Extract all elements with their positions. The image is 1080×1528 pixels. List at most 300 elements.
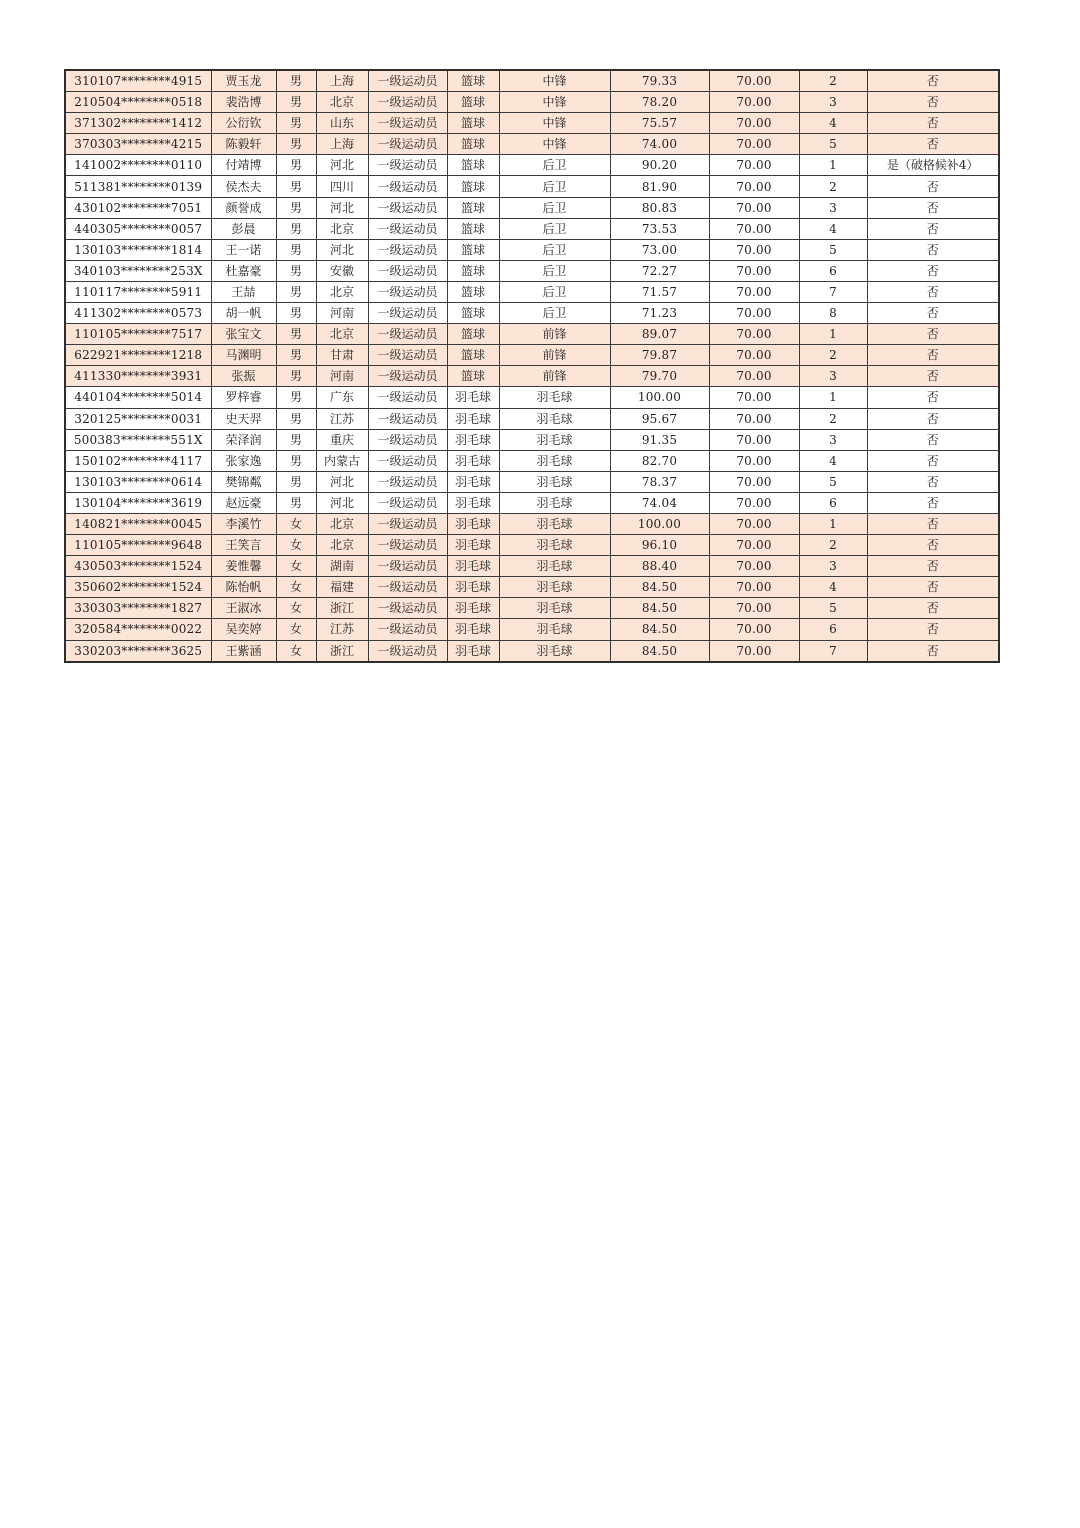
athlete-level-cell: 一级运动员 bbox=[368, 598, 447, 619]
athlete-level-cell: 一级运动员 bbox=[368, 640, 447, 662]
table-row bbox=[65, 324, 999, 345]
gender-cell: 男 bbox=[276, 387, 316, 408]
name-cell: 王喆 bbox=[211, 281, 276, 302]
athlete-level-cell: 一级运动员 bbox=[368, 577, 447, 598]
gender-cell: 男 bbox=[276, 303, 316, 324]
cutoff-score-cell: 70.00 bbox=[709, 619, 799, 640]
name-cell: 张振 bbox=[211, 366, 276, 387]
score-cell: 71.23 bbox=[610, 303, 709, 324]
athlete-level-cell: 一级运动员 bbox=[368, 535, 447, 556]
position-cell: 前锋 bbox=[499, 345, 610, 366]
name-cell: 樊锦粼 bbox=[211, 471, 276, 492]
gender-cell: 男 bbox=[276, 70, 316, 92]
sport-cell: 羽毛球 bbox=[447, 513, 499, 534]
table-row bbox=[65, 303, 999, 324]
cutoff-score-cell: 70.00 bbox=[709, 134, 799, 155]
sport-cell: 篮球 bbox=[447, 92, 499, 113]
sport-cell: 篮球 bbox=[447, 155, 499, 176]
name-cell: 彭晨 bbox=[211, 218, 276, 239]
athlete-level-cell: 一级运动员 bbox=[368, 408, 447, 429]
gender-cell: 男 bbox=[276, 408, 316, 429]
position-cell: 中锋 bbox=[499, 113, 610, 134]
rank-cell: 5 bbox=[799, 471, 867, 492]
position-cell: 羽毛球 bbox=[499, 387, 610, 408]
cutoff-score-cell: 70.00 bbox=[709, 113, 799, 134]
score-cell: 84.50 bbox=[610, 640, 709, 662]
rank-cell: 3 bbox=[799, 366, 867, 387]
id-number-cell: 350602********1524 bbox=[65, 577, 211, 598]
score-cell: 74.00 bbox=[610, 134, 709, 155]
name-cell: 张宝文 bbox=[211, 324, 276, 345]
province-cell: 甘肃 bbox=[316, 345, 368, 366]
province-cell: 四川 bbox=[316, 176, 368, 197]
name-cell: 王一诺 bbox=[211, 239, 276, 260]
table-row bbox=[65, 92, 999, 113]
score-cell: 80.83 bbox=[610, 197, 709, 218]
admitted-cell: 否 bbox=[867, 450, 999, 471]
sport-cell: 篮球 bbox=[447, 260, 499, 281]
id-number-cell: 330203********3625 bbox=[65, 640, 211, 662]
gender-cell: 男 bbox=[276, 92, 316, 113]
cutoff-score-cell: 70.00 bbox=[709, 345, 799, 366]
admitted-cell: 否 bbox=[867, 640, 999, 662]
gender-cell: 男 bbox=[276, 366, 316, 387]
sport-cell: 篮球 bbox=[447, 303, 499, 324]
name-cell: 马渊明 bbox=[211, 345, 276, 366]
province-cell: 福建 bbox=[316, 577, 368, 598]
cutoff-score-cell: 70.00 bbox=[709, 471, 799, 492]
athlete-level-cell: 一级运动员 bbox=[368, 218, 447, 239]
id-number-cell: 500383********551X bbox=[65, 429, 211, 450]
gender-cell: 男 bbox=[276, 429, 316, 450]
athlete-level-cell: 一级运动员 bbox=[368, 513, 447, 534]
rank-cell: 5 bbox=[799, 239, 867, 260]
id-number-cell: 370303********4215 bbox=[65, 134, 211, 155]
cutoff-score-cell: 70.00 bbox=[709, 239, 799, 260]
province-cell: 河北 bbox=[316, 471, 368, 492]
province-cell: 山东 bbox=[316, 113, 368, 134]
sport-cell: 羽毛球 bbox=[447, 640, 499, 662]
id-number-cell: 440305********0057 bbox=[65, 218, 211, 239]
admitted-cell: 是（破格候补4） bbox=[867, 155, 999, 176]
province-cell: 江苏 bbox=[316, 619, 368, 640]
province-cell: 北京 bbox=[316, 324, 368, 345]
admitted-cell: 否 bbox=[867, 239, 999, 260]
sport-cell: 篮球 bbox=[447, 197, 499, 218]
id-number-cell: 110105********7517 bbox=[65, 324, 211, 345]
province-cell: 内蒙古 bbox=[316, 450, 368, 471]
rank-cell: 2 bbox=[799, 176, 867, 197]
gender-cell: 男 bbox=[276, 324, 316, 345]
results-table bbox=[64, 69, 1000, 663]
sport-cell: 羽毛球 bbox=[447, 556, 499, 577]
cutoff-score-cell: 70.00 bbox=[709, 218, 799, 239]
table-body bbox=[65, 70, 999, 662]
admitted-cell: 否 bbox=[867, 598, 999, 619]
admitted-cell: 否 bbox=[867, 134, 999, 155]
admitted-cell: 否 bbox=[867, 366, 999, 387]
table-row bbox=[65, 535, 999, 556]
position-cell: 后卫 bbox=[499, 176, 610, 197]
name-cell: 颜誉成 bbox=[211, 197, 276, 218]
position-cell: 羽毛球 bbox=[499, 556, 610, 577]
name-cell: 张家逸 bbox=[211, 450, 276, 471]
admitted-cell: 否 bbox=[867, 619, 999, 640]
table-row bbox=[65, 218, 999, 239]
name-cell: 史天羿 bbox=[211, 408, 276, 429]
rank-cell: 3 bbox=[799, 429, 867, 450]
id-number-cell: 440104********5014 bbox=[65, 387, 211, 408]
table-row bbox=[65, 471, 999, 492]
rank-cell: 3 bbox=[799, 556, 867, 577]
cutoff-score-cell: 70.00 bbox=[709, 577, 799, 598]
cutoff-score-cell: 70.00 bbox=[709, 260, 799, 281]
province-cell: 上海 bbox=[316, 70, 368, 92]
admitted-cell: 否 bbox=[867, 513, 999, 534]
name-cell: 罗梓睿 bbox=[211, 387, 276, 408]
name-cell: 胡一帆 bbox=[211, 303, 276, 324]
rank-cell: 1 bbox=[799, 155, 867, 176]
athlete-level-cell: 一级运动员 bbox=[368, 155, 447, 176]
athlete-level-cell: 一级运动员 bbox=[368, 92, 447, 113]
name-cell: 荣泽润 bbox=[211, 429, 276, 450]
id-number-cell: 320584********0022 bbox=[65, 619, 211, 640]
cutoff-score-cell: 70.00 bbox=[709, 155, 799, 176]
position-cell: 中锋 bbox=[499, 70, 610, 92]
sport-cell: 篮球 bbox=[447, 239, 499, 260]
table-row bbox=[65, 387, 999, 408]
admitted-cell: 否 bbox=[867, 429, 999, 450]
score-cell: 71.57 bbox=[610, 281, 709, 302]
score-cell: 79.87 bbox=[610, 345, 709, 366]
table-row bbox=[65, 640, 999, 662]
position-cell: 后卫 bbox=[499, 239, 610, 260]
rank-cell: 2 bbox=[799, 70, 867, 92]
id-number-cell: 141002********0110 bbox=[65, 155, 211, 176]
rank-cell: 5 bbox=[799, 134, 867, 155]
gender-cell: 男 bbox=[276, 197, 316, 218]
rank-cell: 1 bbox=[799, 324, 867, 345]
rank-cell: 6 bbox=[799, 619, 867, 640]
name-cell: 贾玉龙 bbox=[211, 70, 276, 92]
gender-cell: 男 bbox=[276, 492, 316, 513]
athlete-level-cell: 一级运动员 bbox=[368, 176, 447, 197]
sport-cell: 羽毛球 bbox=[447, 450, 499, 471]
rank-cell: 8 bbox=[799, 303, 867, 324]
admitted-cell: 否 bbox=[867, 408, 999, 429]
score-cell: 84.50 bbox=[610, 577, 709, 598]
province-cell: 河北 bbox=[316, 155, 368, 176]
position-cell: 前锋 bbox=[499, 324, 610, 345]
score-cell: 90.20 bbox=[610, 155, 709, 176]
sport-cell: 篮球 bbox=[447, 176, 499, 197]
position-cell: 羽毛球 bbox=[499, 408, 610, 429]
id-number-cell: 130103********0614 bbox=[65, 471, 211, 492]
id-number-cell: 130104********3619 bbox=[65, 492, 211, 513]
admitted-cell: 否 bbox=[867, 260, 999, 281]
admitted-cell: 否 bbox=[867, 176, 999, 197]
province-cell: 河南 bbox=[316, 366, 368, 387]
id-number-cell: 411330********3931 bbox=[65, 366, 211, 387]
athlete-level-cell: 一级运动员 bbox=[368, 70, 447, 92]
sport-cell: 羽毛球 bbox=[447, 429, 499, 450]
admitted-cell: 否 bbox=[867, 324, 999, 345]
admitted-cell: 否 bbox=[867, 303, 999, 324]
table-row bbox=[65, 281, 999, 302]
gender-cell: 男 bbox=[276, 450, 316, 471]
name-cell: 陈毅轩 bbox=[211, 134, 276, 155]
athlete-level-cell: 一级运动员 bbox=[368, 429, 447, 450]
cutoff-score-cell: 70.00 bbox=[709, 324, 799, 345]
rank-cell: 4 bbox=[799, 113, 867, 134]
name-cell: 公衍钦 bbox=[211, 113, 276, 134]
name-cell: 王笑言 bbox=[211, 535, 276, 556]
position-cell: 羽毛球 bbox=[499, 492, 610, 513]
province-cell: 北京 bbox=[316, 218, 368, 239]
admitted-cell: 否 bbox=[867, 113, 999, 134]
cutoff-score-cell: 70.00 bbox=[709, 303, 799, 324]
id-number-cell: 622921********1218 bbox=[65, 345, 211, 366]
id-number-cell: 210504********0518 bbox=[65, 92, 211, 113]
province-cell: 上海 bbox=[316, 134, 368, 155]
athlete-level-cell: 一级运动员 bbox=[368, 366, 447, 387]
table-row bbox=[65, 577, 999, 598]
admitted-cell: 否 bbox=[867, 577, 999, 598]
province-cell: 重庆 bbox=[316, 429, 368, 450]
position-cell: 羽毛球 bbox=[499, 598, 610, 619]
rank-cell: 6 bbox=[799, 492, 867, 513]
sport-cell: 羽毛球 bbox=[447, 408, 499, 429]
rank-cell: 5 bbox=[799, 598, 867, 619]
id-number-cell: 110105********9648 bbox=[65, 535, 211, 556]
cutoff-score-cell: 70.00 bbox=[709, 92, 799, 113]
score-cell: 100.00 bbox=[610, 513, 709, 534]
name-cell: 杜嘉豪 bbox=[211, 260, 276, 281]
rank-cell: 7 bbox=[799, 281, 867, 302]
province-cell: 北京 bbox=[316, 92, 368, 113]
score-cell: 73.53 bbox=[610, 218, 709, 239]
rank-cell: 4 bbox=[799, 450, 867, 471]
table-row bbox=[65, 239, 999, 260]
sport-cell: 羽毛球 bbox=[447, 535, 499, 556]
gender-cell: 女 bbox=[276, 598, 316, 619]
gender-cell: 男 bbox=[276, 176, 316, 197]
table-row bbox=[65, 155, 999, 176]
score-cell: 73.00 bbox=[610, 239, 709, 260]
cutoff-score-cell: 70.00 bbox=[709, 366, 799, 387]
table-row bbox=[65, 513, 999, 534]
province-cell: 浙江 bbox=[316, 598, 368, 619]
cutoff-score-cell: 70.00 bbox=[709, 387, 799, 408]
name-cell: 裴浩博 bbox=[211, 92, 276, 113]
province-cell: 河北 bbox=[316, 492, 368, 513]
table-row bbox=[65, 113, 999, 134]
rank-cell: 1 bbox=[799, 387, 867, 408]
gender-cell: 女 bbox=[276, 640, 316, 662]
id-number-cell: 430503********1524 bbox=[65, 556, 211, 577]
rank-cell: 6 bbox=[799, 260, 867, 281]
position-cell: 后卫 bbox=[499, 260, 610, 281]
position-cell: 后卫 bbox=[499, 218, 610, 239]
id-number-cell: 371302********1412 bbox=[65, 113, 211, 134]
sport-cell: 羽毛球 bbox=[447, 471, 499, 492]
athlete-level-cell: 一级运动员 bbox=[368, 197, 447, 218]
position-cell: 中锋 bbox=[499, 92, 610, 113]
province-cell: 浙江 bbox=[316, 640, 368, 662]
sport-cell: 羽毛球 bbox=[447, 598, 499, 619]
athlete-level-cell: 一级运动员 bbox=[368, 345, 447, 366]
name-cell: 陈怡帆 bbox=[211, 577, 276, 598]
sport-cell: 羽毛球 bbox=[447, 619, 499, 640]
sport-cell: 篮球 bbox=[447, 70, 499, 92]
athlete-level-cell: 一级运动员 bbox=[368, 260, 447, 281]
admitted-cell: 否 bbox=[867, 471, 999, 492]
table-row bbox=[65, 197, 999, 218]
province-cell: 河南 bbox=[316, 303, 368, 324]
score-cell: 75.57 bbox=[610, 113, 709, 134]
athlete-level-cell: 一级运动员 bbox=[368, 134, 447, 155]
cutoff-score-cell: 70.00 bbox=[709, 513, 799, 534]
position-cell: 前锋 bbox=[499, 366, 610, 387]
id-number-cell: 330303********1827 bbox=[65, 598, 211, 619]
id-number-cell: 140821********0045 bbox=[65, 513, 211, 534]
rank-cell: 2 bbox=[799, 345, 867, 366]
gender-cell: 男 bbox=[276, 471, 316, 492]
admitted-cell: 否 bbox=[867, 70, 999, 92]
id-number-cell: 110117********5911 bbox=[65, 281, 211, 302]
name-cell: 李溪竹 bbox=[211, 513, 276, 534]
athlete-level-cell: 一级运动员 bbox=[368, 281, 447, 302]
table-row bbox=[65, 345, 999, 366]
position-cell: 后卫 bbox=[499, 197, 610, 218]
table-row bbox=[65, 260, 999, 281]
cutoff-score-cell: 70.00 bbox=[709, 598, 799, 619]
position-cell: 羽毛球 bbox=[499, 535, 610, 556]
name-cell: 付靖博 bbox=[211, 155, 276, 176]
province-cell: 北京 bbox=[316, 535, 368, 556]
name-cell: 吴奕婷 bbox=[211, 619, 276, 640]
position-cell: 羽毛球 bbox=[499, 619, 610, 640]
results-sheet bbox=[64, 69, 998, 663]
score-cell: 81.90 bbox=[610, 176, 709, 197]
cutoff-score-cell: 70.00 bbox=[709, 450, 799, 471]
name-cell: 侯杰夫 bbox=[211, 176, 276, 197]
position-cell: 后卫 bbox=[499, 303, 610, 324]
name-cell: 姜惟馨 bbox=[211, 556, 276, 577]
table-row bbox=[65, 70, 999, 92]
gender-cell: 男 bbox=[276, 134, 316, 155]
admitted-cell: 否 bbox=[867, 92, 999, 113]
cutoff-score-cell: 70.00 bbox=[709, 429, 799, 450]
gender-cell: 男 bbox=[276, 218, 316, 239]
admitted-cell: 否 bbox=[867, 345, 999, 366]
athlete-level-cell: 一级运动员 bbox=[368, 113, 447, 134]
position-cell: 羽毛球 bbox=[499, 577, 610, 598]
cutoff-score-cell: 70.00 bbox=[709, 640, 799, 662]
cutoff-score-cell: 70.00 bbox=[709, 176, 799, 197]
score-cell: 88.40 bbox=[610, 556, 709, 577]
position-cell: 中锋 bbox=[499, 134, 610, 155]
score-cell: 89.07 bbox=[610, 324, 709, 345]
admitted-cell: 否 bbox=[867, 492, 999, 513]
score-cell: 91.35 bbox=[610, 429, 709, 450]
athlete-level-cell: 一级运动员 bbox=[368, 324, 447, 345]
score-cell: 74.04 bbox=[610, 492, 709, 513]
province-cell: 北京 bbox=[316, 513, 368, 534]
table-row bbox=[65, 556, 999, 577]
province-cell: 北京 bbox=[316, 281, 368, 302]
sport-cell: 篮球 bbox=[447, 345, 499, 366]
cutoff-score-cell: 70.00 bbox=[709, 281, 799, 302]
gender-cell: 女 bbox=[276, 513, 316, 534]
province-cell: 安徽 bbox=[316, 260, 368, 281]
sport-cell: 篮球 bbox=[447, 218, 499, 239]
sport-cell: 篮球 bbox=[447, 113, 499, 134]
cutoff-score-cell: 70.00 bbox=[709, 535, 799, 556]
table-row bbox=[65, 176, 999, 197]
sport-cell: 篮球 bbox=[447, 366, 499, 387]
sport-cell: 羽毛球 bbox=[447, 387, 499, 408]
id-number-cell: 130103********1814 bbox=[65, 239, 211, 260]
position-cell: 羽毛球 bbox=[499, 640, 610, 662]
score-cell: 100.00 bbox=[610, 387, 709, 408]
athlete-level-cell: 一级运动员 bbox=[368, 492, 447, 513]
table-row bbox=[65, 408, 999, 429]
id-number-cell: 511381********0139 bbox=[65, 176, 211, 197]
cutoff-score-cell: 70.00 bbox=[709, 492, 799, 513]
score-cell: 84.50 bbox=[610, 598, 709, 619]
table-row bbox=[65, 134, 999, 155]
gender-cell: 女 bbox=[276, 577, 316, 598]
admitted-cell: 否 bbox=[867, 556, 999, 577]
score-cell: 72.27 bbox=[610, 260, 709, 281]
gender-cell: 男 bbox=[276, 155, 316, 176]
table-row bbox=[65, 450, 999, 471]
sport-cell: 篮球 bbox=[447, 134, 499, 155]
gender-cell: 男 bbox=[276, 239, 316, 260]
table-row bbox=[65, 598, 999, 619]
sport-cell: 羽毛球 bbox=[447, 492, 499, 513]
province-cell: 湖南 bbox=[316, 556, 368, 577]
gender-cell: 女 bbox=[276, 619, 316, 640]
admitted-cell: 否 bbox=[867, 218, 999, 239]
sport-cell: 篮球 bbox=[447, 281, 499, 302]
position-cell: 羽毛球 bbox=[499, 450, 610, 471]
id-number-cell: 430102********7051 bbox=[65, 197, 211, 218]
sport-cell: 篮球 bbox=[447, 324, 499, 345]
score-cell: 96.10 bbox=[610, 535, 709, 556]
rank-cell: 4 bbox=[799, 218, 867, 239]
position-cell: 羽毛球 bbox=[499, 429, 610, 450]
admitted-cell: 否 bbox=[867, 281, 999, 302]
admitted-cell: 否 bbox=[867, 387, 999, 408]
athlete-level-cell: 一级运动员 bbox=[368, 556, 447, 577]
position-cell: 羽毛球 bbox=[499, 513, 610, 534]
name-cell: 王淑冰 bbox=[211, 598, 276, 619]
athlete-level-cell: 一级运动员 bbox=[368, 303, 447, 324]
position-cell: 后卫 bbox=[499, 155, 610, 176]
gender-cell: 女 bbox=[276, 535, 316, 556]
rank-cell: 7 bbox=[799, 640, 867, 662]
province-cell: 河北 bbox=[316, 239, 368, 260]
score-cell: 78.20 bbox=[610, 92, 709, 113]
position-cell: 后卫 bbox=[499, 281, 610, 302]
admitted-cell: 否 bbox=[867, 197, 999, 218]
id-number-cell: 340103********253X bbox=[65, 260, 211, 281]
admitted-cell: 否 bbox=[867, 535, 999, 556]
gender-cell: 女 bbox=[276, 556, 316, 577]
score-cell: 82.70 bbox=[610, 450, 709, 471]
